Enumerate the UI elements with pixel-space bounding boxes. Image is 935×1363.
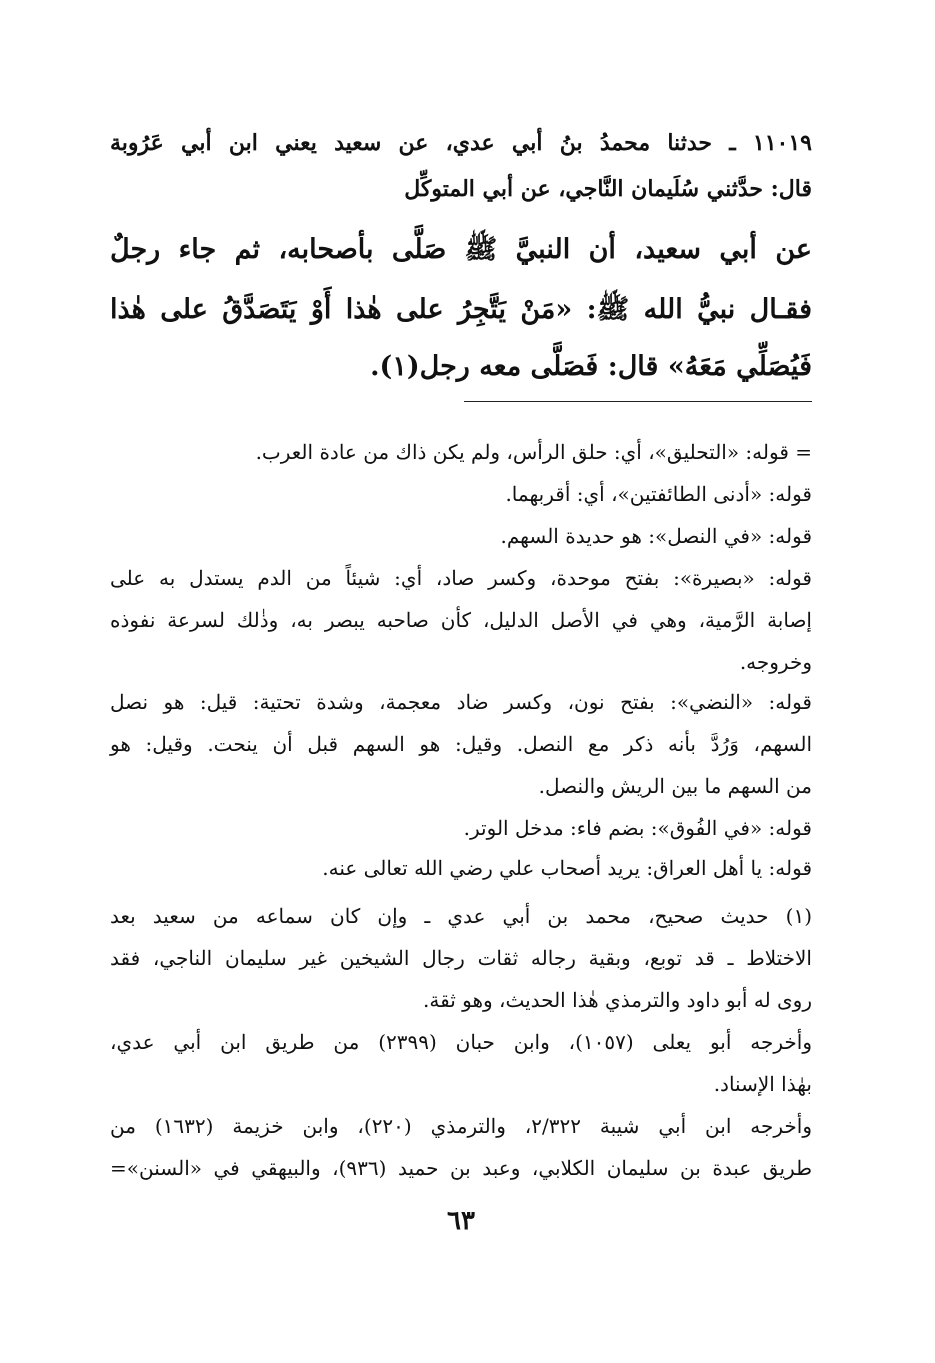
footnote-divider xyxy=(464,401,812,402)
footnote-line: طريق عبدة بن سليمان الكلابي، وعبد بن حميد (٩٣٦)، والبيهقي في «السنن»= xyxy=(110,1156,812,1180)
page xyxy=(110,118,812,1258)
hadith-matn-line-1: عن أبي سعيد، أن النبيَّ ﷺ صَلَّى بأصحابه، ثم جاء رجلٌ xyxy=(110,234,812,265)
footnote-line: إصابة الرَّمية، وهي في الأصل الدليل، كأن صاحبه يبصر به، وذٰلك لسرعة نفوذه xyxy=(110,608,812,632)
footnote-line: قوله: يا أهل العراق: يريد أصحاب علي رضي الله تعالى عنه. xyxy=(322,856,812,880)
hadith-matn-line-3: فَيُصَلِّي مَعَهُ» قال: فَصَلَّى معه رجل(١). xyxy=(370,351,812,382)
hadith-matn-line-2: فقـال نبيُّ الله ﷺ: «مَنْ يَتَّجِرُ على هٰذا أَوْ يَتَصَدَّقُ على هٰذا xyxy=(110,294,812,325)
hadith-isnad-line-1: ١١٠١٩ ـ حدثنا محمدُ بنُ أبي عدي، عن سعيد يعني ابن أبي عَرُوبة xyxy=(110,130,812,156)
footnote-line: قوله: «أدنى الطائفتين»، أي: أقربهما. xyxy=(505,482,812,506)
footnote-line: روى له أبو داود والترمذي هٰذا الحديث، وهو ثقة. xyxy=(423,988,812,1012)
footnote-line: قوله: «في الفُوق»: بضم فاء: مدخل الوتر. xyxy=(463,816,812,840)
footnote-line: قوله: «في النصل»: هو حديدة السهم. xyxy=(500,524,812,548)
footnote-line: بهٰذا الإسناد. xyxy=(713,1072,812,1096)
footnote-line: من السهم ما بين الريش والنصل. xyxy=(538,774,812,798)
footnote-line: وخروجه. xyxy=(739,650,812,674)
footnote-line: (١) حديث صحيح، محمد بن أبي عدي ـ وإن كان سماعه من سعيد بعد xyxy=(110,904,812,928)
page-number: ٦٣ xyxy=(447,1206,475,1236)
footnote-line: السهم، وَرُدَّ بأنه ذكر مع النصل. وقيل: هو السهم قبل أن ينحت. وقيل: هو xyxy=(110,732,812,756)
footnote-line: قوله: «النضي»: بفتح نون، وكسر ضاد معجمة، وشدة تحتية: قيل: هو نصل xyxy=(110,690,812,714)
footnote-line: الاختلاط ـ قد توبع، وبقية رجاله ثقات رجال الشيخين غير سليمان الناجي، فقد xyxy=(110,946,812,970)
footnote-line: وأخرجه أبو يعلى (١٠٥٧)، وابن حبان (٢٣٩٩) من طريق ابن أبي عدي، xyxy=(110,1030,812,1054)
footnote-line: وأخرجه ابن أبي شيبة ٢/٣٢٢، والترمذي (٢٢٠)، وابن خزيمة (١٦٣٢) من xyxy=(110,1114,813,1138)
hadith-isnad-line-2: قال: حدَّثني سُلَيمان النَّاجي، عن أبي المتوكِّل xyxy=(404,176,812,202)
footnote-line: قوله: «بصيرة»: بفتح موحدة، وكسر صاد، أي: شيئاً من الدم يستدل به على xyxy=(110,566,812,590)
footnote-line: = قوله: «التحليق»، أي: حلق الرأس، ولم يكن ذاك من عادة العرب. xyxy=(255,440,812,464)
